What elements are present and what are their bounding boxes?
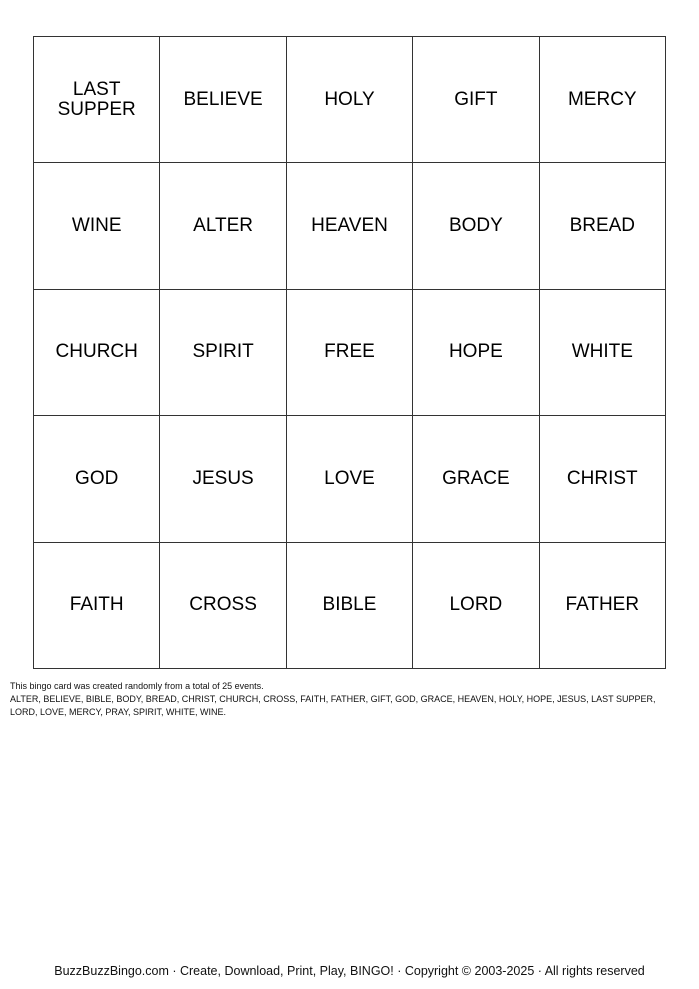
- bingo-cell: HEAVEN: [287, 163, 413, 289]
- bingo-cell: LORD: [413, 543, 539, 669]
- bingo-cell: WHITE: [540, 290, 666, 416]
- bingo-cell: BODY: [413, 163, 539, 289]
- bingo-cell: MERCY: [540, 37, 666, 163]
- bingo-cell: HOPE: [413, 290, 539, 416]
- bingo-cell: FAITH: [34, 543, 160, 669]
- bingo-cell: BELIEVE: [160, 37, 286, 163]
- bingo-cell: FREE: [287, 290, 413, 416]
- bingo-cell: BIBLE: [287, 543, 413, 669]
- bingo-cell: GIFT: [413, 37, 539, 163]
- bingo-cell: SPIRIT: [160, 290, 286, 416]
- events-list-text: ALTER, BELIEVE, BIBLE, BODY, BREAD, CHRIST, CHURCH, CROSS, FAITH, FATHER, GIFT, GOD, GRACE, HEAVEN, HOLY, HOPE, JESUS, LAST SUPPER, LORD, LOVE, MERCY, PRAY, SPIRIT, WHITE, WINE.: [10, 694, 656, 717]
- bingo-cell: CHRIST: [540, 416, 666, 542]
- bingo-cell: GOD: [34, 416, 160, 542]
- bingo-cell: JESUS: [160, 416, 286, 542]
- bingo-card-grid: [33, 36, 666, 669]
- bingo-cell: LAST SUPPER: [34, 37, 160, 163]
- bingo-cell: GRACE: [413, 416, 539, 542]
- bingo-cell: BREAD: [540, 163, 666, 289]
- bingo-cell: LOVE: [287, 416, 413, 542]
- card-info: [10, 680, 660, 719]
- footer-copyright: BuzzBuzzBingo.com · Create, Download, Print, Play, BINGO! · Copyright © 2003-2025 · All rights reserved: [54, 964, 645, 978]
- card-summary-text: This bingo card was created randomly from a total of 25 events.: [10, 681, 264, 691]
- bingo-cell: HOLY: [287, 37, 413, 163]
- bingo-cell: CROSS: [160, 543, 286, 669]
- bingo-cell: ALTER: [160, 163, 286, 289]
- bingo-cell: FATHER: [540, 543, 666, 669]
- bingo-cell: WINE: [34, 163, 160, 289]
- bingo-cell: CHURCH: [34, 290, 160, 416]
